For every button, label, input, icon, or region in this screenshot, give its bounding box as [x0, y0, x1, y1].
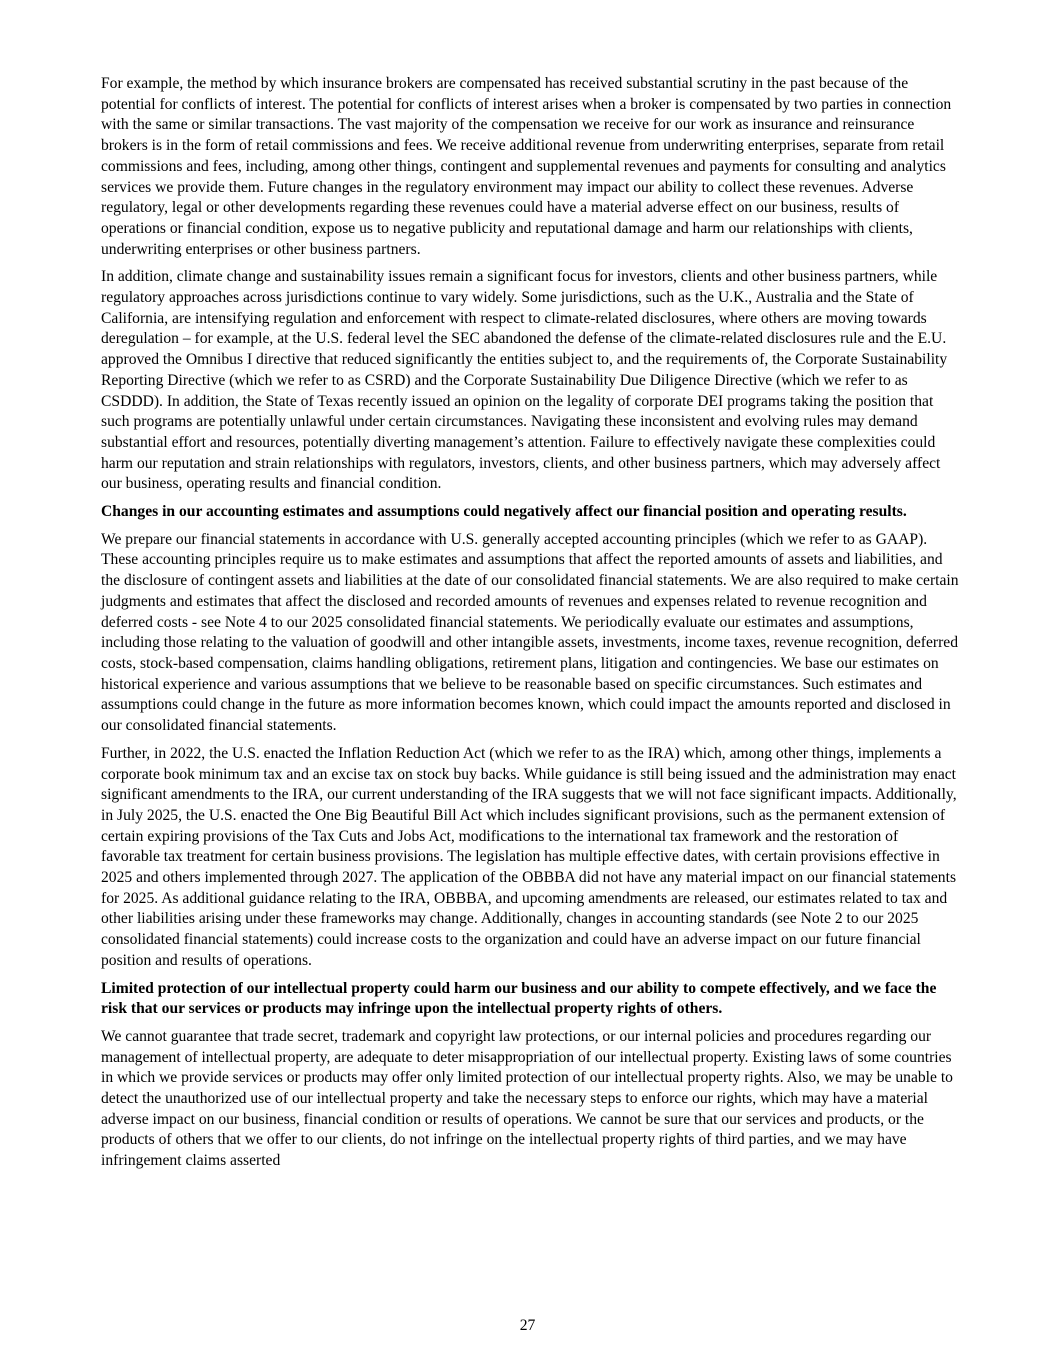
- paragraph-broker-compensation: For example, the method by which insurance brokers are compensated has received substantial scrutiny in the past because of the potential for conflicts of interest. The potential for conflicts of interest arises when a broker is compensated by two parties in connection with the same or similar transactions. The vast majority of the compensation we receive for our work as insurance and reinsurance brokers is in the form of retail commissions and fees. We receive additional revenue from underwriting enterprises, separate from retail commissions and fees, including, among other things, contingent and supplemental revenues and payments for consulting and analytics services we provide them. Future changes in the regulatory environment may impact our ability to collect these revenues. Adverse regulatory, legal or other developments regarding these revenues could have a material adverse effect on our business, results of operations or financial condition, expose us to negative publicity and reputational damage and harm our relationships with clients, underwriting enterprises or other business partners.: [101, 75, 952, 258]
- page-number: 27: [519, 1317, 536, 1334]
- heading-intellectual-property: Limited protection of our intellectual property could harm our business and our ability to compete effectively, and we face the risk that our services or products may infringe upon the intellectual property rights of others.: [101, 979, 937, 1018]
- paragraph-intellectual-property: We cannot guarantee that trade secret, trademark and copyright law protections, or our internal policies and procedures regarding our management of intellectual property, are adequate to deter misappropriation of our intellectual property. Existing laws of some countries in which we provide services or products may offer only limited protection of our intellectual property rights. Also, we may be unable to detect the unauthorized use of our intellectual property and take the necessary steps to enforce our rights, which may have a material adverse impact on our business, financial condition or results of operations. We cannot be sure that our services and products, or the products of others that we offer to our clients, do not infringe on the intellectual property rights of third parties, and we may have infringement claims asserted: [101, 1027, 953, 1170]
- document-body: [101, 74, 959, 1179]
- paragraph-tax-legislation: Further, in 2022, the U.S. enacted the Inflation Reduction Act (which we refer to as the IRA) which, among other things, implements a corporate book minimum tax and an excise tax on stock buy backs. While guidance is still being issued and the administration may enact significant amendments to the IRA, our current understanding of the IRA suggests that we will not face significant impacts. Additionally, in July 2025, the U.S. enacted the One Big Beautiful Bill Act which includes significant provisions, such as the permanent extension of certain expiring provisions of the Tax Cuts and Jobs Act, modifications to the international tax framework and the restoration of favorable tax treatment for certain business provisions. The legislation has multiple effective dates, with certain provisions effective in 2025 and others implemented through 2027. The application of the OBBBA did not have any material impact on our financial statements for 2025. As additional guidance relating to the IRA, OBBBA, and upcoming amendments are released, our estimates related to tax and other liabilities arising under these frameworks may change. Additionally, changes in accounting standards (see Note 2 to our 2025 consolidated financial statements) could increase costs to the organization and could have an adverse impact on our future financial position and results of operations.: [101, 744, 957, 969]
- paragraph-climate-sustainability: In addition, climate change and sustainability issues remain a significant focus for investors, clients and other business partners, while regulatory approaches across jurisdictions continue to vary widely. Some jurisdictions, such as the U.K., Australia and the State of California, are intensifying regulation and enforcement with respect to climate-related disclosures, where others are moving towards deregulation – for example, at the U.S. federal level the SEC abandoned the defense of the climate-related disclosures rule and the E.U. approved the Omnibus I directive that reduced significantly the entities subject to, and the requirements of, the Corporate Sustainability Reporting Directive (which we refer to as CSRD) and the Corporate Sustainability Due Diligence Directive (which we refer to as CSDDD). In addition, the State of Texas recently issued an opinion on the legality of corporate DEI programs taking the position that such programs are potentially unlawful under certain circumstances. Navigating these inconsistent and evolving rules may demand substantial effort and resources, potentially diverting management’s attention. Failure to effectively navigate these complexities could harm our reputation and strain relationships with regulators, investors, clients, and other business partners, which may adversely affect our business, operating results and financial condition.: [101, 268, 948, 493]
- heading-accounting-estimates: Changes in our accounting estimates and assumptions could negatively affect our financial position and operating results.: [101, 503, 907, 521]
- paragraph-gaap-estimates: We prepare our financial statements in accordance with U.S. generally accepted accounting principles (which we refer to as GAAP). These accounting principles require us to make estimates and assumptions that affect the reported amounts of assets and liabilities, and the disclosure of contingent assets and liabilities at the date of our consolidated financial statements. We are also required to make certain judgments and estimates that affect the disclosed and recorded amounts of revenues and expenses related to revenue recognition and deferred costs - see Note 4 to our 2025 consolidated financial statements. We periodically evaluate our estimates and assumptions, including those relating to the valuation of goodwill and other intangible assets, investments, income taxes, revenue recognition, deferred costs, stock-based compensation, claims handling obligations, retirement plans, litigation and contingencies. We base our estimates on historical experience and various assumptions that we believe to be reasonable based on specific circumstances. Such estimates and assumptions could change in the future as more information becomes known, which could impact the amounts reported and disclosed in our consolidated financial statements.: [101, 530, 959, 735]
